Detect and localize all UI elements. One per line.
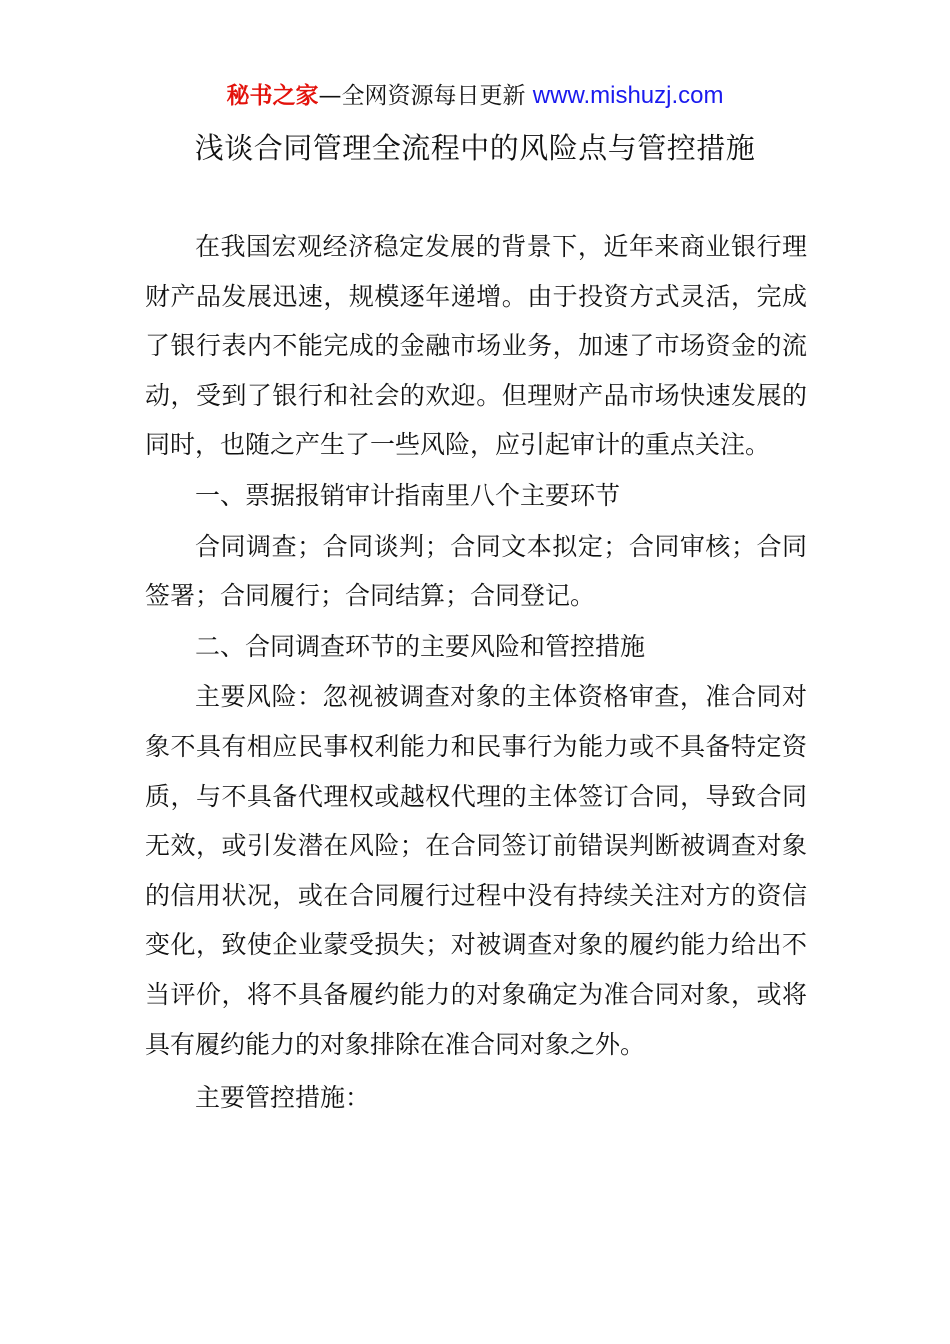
site-url-link[interactable]: www.mishuzj.com [532, 82, 724, 109]
paragraph-main-risks: 主要风险：忽视被调查对象的主体资格审查，准合同对象不具有相应民事权利能力和民事行为能力或不具备特定资质，与不具备代理权或越权代理的主体签订合同，导致合同无效，或引发潜在风险；在合同签订前错误判断被调查对象的信用状况，或在合同履行过程中没有持续关注对方的资信变化，致使企业蒙受损失；对被调查对象的履约能力给出不当评价，将不具备履约能力的对象确定为准合同对象，或将具有履约能力的对象排除在准合同对象之外。 [145, 682, 807, 1059]
header-tagline: —全网资源每日更新 [318, 83, 526, 109]
paragraph-control-measures: 主要管控措施： [195, 1083, 371, 1113]
document-title: 浅谈合同管理全流程中的风险点与管控措施 [194, 131, 756, 165]
brand-name: 秘书之家 [226, 83, 319, 109]
section-heading-2: 二、合同调查环节的主要风险和管控措施 [195, 631, 646, 661]
paragraph-intro: 在我国宏观经济稳定发展的背景下，近年来商业银行理财产品发展迅速，规模逐年递增。由于投资方式灵活，完成了银行表内不能完成的金融市场业务，加速了市场资金的流动，受到了银行和社会的欢迎。但理财产品市场快速发展的同时，也随之产生了一些风险，应引起审计的重点关注。 [145, 232, 807, 460]
section-heading-1: 一、票据报销审计指南里八个主要环节 [195, 480, 621, 510]
site-header [0, 80, 950, 112]
document-body [145, 222, 807, 1123]
paragraph-stages: 合同调查；合同谈判；合同文本拟定；合同审核；合同签署；合同履行；合同结算；合同登记。 [145, 531, 807, 611]
